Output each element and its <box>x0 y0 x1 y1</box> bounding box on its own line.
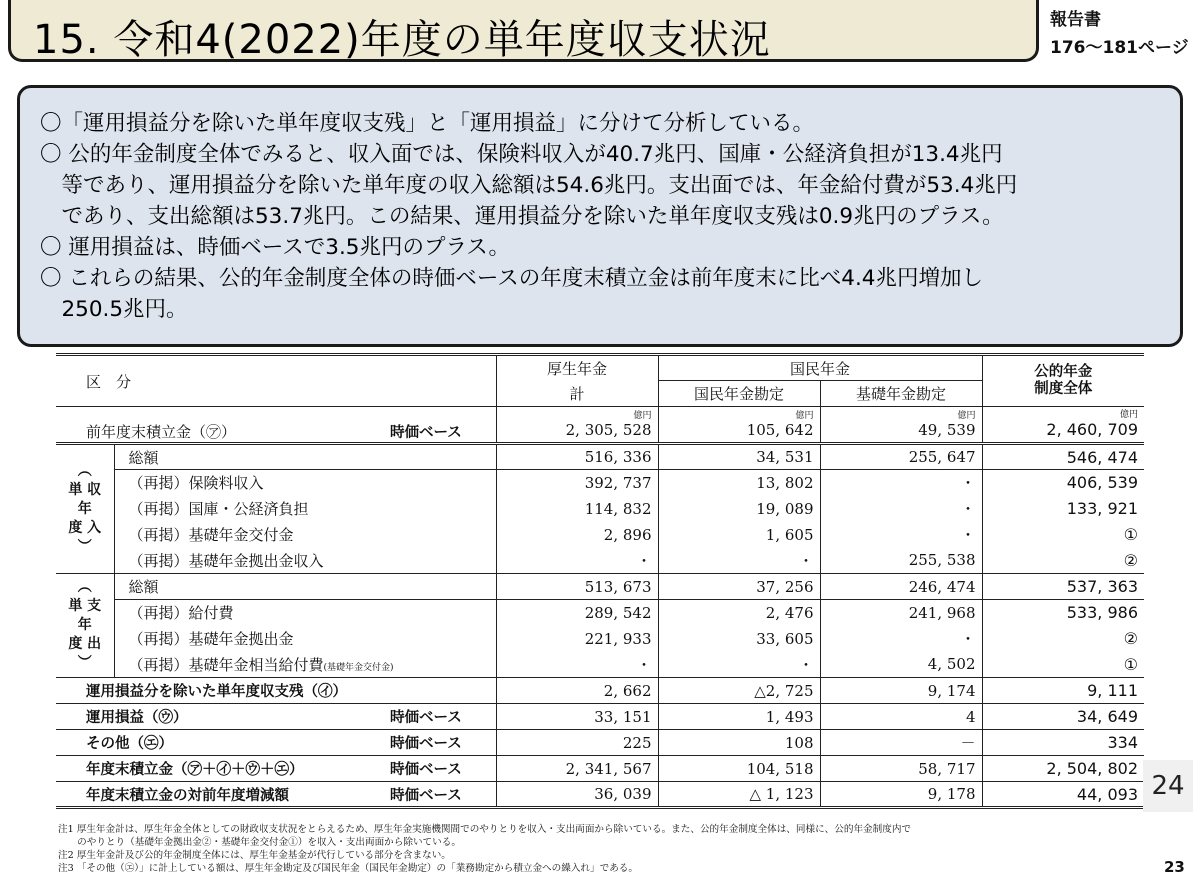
expense-row-label: （再掲）基礎年金拠出金 <box>114 626 496 652</box>
bottom-v3: 34, 649 <box>982 704 1144 730</box>
income-row-v0: 392, 737 <box>496 470 658 496</box>
bottom-v0: 33, 151 <box>496 704 658 730</box>
bottom-v2: 9, 178 <box>820 782 982 808</box>
note-line: 注3 「その他（㋓）」に計上している額は、厚生年金勘定及び国民年金（国民年金勘定）の「業務勘定から積立金への繰入れ」である。 <box>58 863 638 874</box>
bottom-v0: 2, 662 <box>496 678 658 704</box>
summary-box <box>17 85 1183 347</box>
report-label: 報告書 <box>1050 10 1101 30</box>
expense-row-v2: 241, 968 <box>820 600 982 626</box>
income-row-v1: 13, 802 <box>658 470 820 496</box>
income-row-v3: 406, 539 <box>982 470 1144 496</box>
income-row-v2: ・ <box>820 522 982 548</box>
summary-line: 〇「運用損益分を除いた単年度収支残」と「運用損益」に分けて分析している。 <box>40 111 815 136</box>
expense-row-v1: ・ <box>658 652 820 678</box>
bottom-v2: 9, 174 <box>820 678 982 704</box>
expense-row-label: （再掲）給付費 <box>114 600 496 626</box>
bottom-v0: 2, 341, 567 <box>496 756 658 782</box>
expense-total-label: 総額 <box>114 574 496 600</box>
note-line: のやりとり（基礎年金拠出金②・基礎年金交付金①）を収入・支出両面から除いている。 <box>58 837 461 848</box>
expense-row-v3: ② <box>982 626 1144 652</box>
bottom-label: 年度末積立金（㋐＋㋑＋㋒＋㋓） <box>86 762 304 778</box>
summary-line: 等であり、運用損益分を除いた単年度の収入総額は54.6兆円。支出面では、年金給付費が53.4兆円 <box>40 173 1018 198</box>
expense-row-v1: 33, 605 <box>658 626 820 652</box>
bottom-base: 時価ベース <box>390 736 462 752</box>
bottom-v1: △2, 725 <box>658 678 820 704</box>
income-total-label: 総額 <box>114 444 496 470</box>
bottom-v3: 334 <box>982 730 1144 756</box>
bottom-v3: 2, 504, 802 <box>982 756 1144 782</box>
income-row-v1: 19, 089 <box>658 496 820 522</box>
expense-row-v2: 4, 502 <box>820 652 982 678</box>
header-zentai: 公的年金 制度全体 <box>982 355 1144 407</box>
prev-v3: 2, 460, 709 <box>1046 420 1138 439</box>
bottom-v0: 36, 039 <box>496 782 658 808</box>
bottom-label: 運用損益（㋒） <box>86 710 188 726</box>
expense-row-v0: ・ <box>496 652 658 678</box>
expense-total-v2: 246, 474 <box>820 574 982 600</box>
bottom-base: 時価ベース <box>390 762 462 778</box>
income-row-v3: 133, 921 <box>982 496 1144 522</box>
expense-row-v1: 2, 476 <box>658 600 820 626</box>
expense-row-note: (基礎年金交付金) <box>323 662 394 673</box>
income-row-v3: ② <box>982 548 1144 574</box>
side-page-number: 24 <box>1143 760 1193 812</box>
summary-line: 250.5兆円。 <box>40 297 188 322</box>
bottom-v1: 108 <box>658 730 820 756</box>
bottom-v1: 104, 518 <box>658 756 820 782</box>
expense-total-v3: 537, 363 <box>982 574 1144 600</box>
prev-v0: 2, 305, 528 <box>565 420 652 439</box>
prev-base: 時価ベース <box>390 425 462 441</box>
summary-lines <box>40 108 1172 325</box>
expense-row-v3: 533, 986 <box>982 600 1144 626</box>
income-row-v0: 2, 896 <box>496 522 658 548</box>
income-row-v0: ・ <box>496 548 658 574</box>
table-notes <box>58 823 1138 875</box>
bottom-v3: 44, 093 <box>982 782 1144 808</box>
unit-label: 億円 <box>1119 410 1138 420</box>
unit-label: 億円 <box>795 410 814 421</box>
prev-label: 前年度末積立金（㋐） <box>86 423 237 441</box>
income-row-label: （再掲）基礎年金拠出金収入 <box>114 548 496 574</box>
income-row-v0: 114, 832 <box>496 496 658 522</box>
income-row-label: （再掲）国庫・公経済負担 <box>114 496 496 522</box>
page-title: 15. 令和4(2022)年度の単年度収支状況 <box>33 17 771 63</box>
summary-line: 〇 これらの結果、公的年金制度全体の時価ベースの年度末積立金は前年度末に比べ4.4兆円増加し <box>40 266 983 291</box>
income-row-label: （再掲）基礎年金交付金 <box>114 522 496 548</box>
header-kokumin-sub2: 基礎年金勘定 <box>820 381 982 407</box>
prev-v1: 105, 642 <box>746 420 814 439</box>
income-row-label: （再掲）保険料収入 <box>114 470 496 496</box>
bottom-label: その他（㋓） <box>86 736 173 752</box>
income-row-v1: ・ <box>658 548 820 574</box>
expense-row-v2: ・ <box>820 626 982 652</box>
income-total-v0: 516, 336 <box>496 444 658 470</box>
bottom-v2: 4 <box>820 704 982 730</box>
expense-row-v3: ① <box>982 652 1144 678</box>
prev-v2: 49, 539 <box>918 420 976 439</box>
bottom-v3: 9, 111 <box>982 678 1144 704</box>
bottom-base: 時価ベース <box>390 710 462 726</box>
bottom-label: 運用損益分を除いた単年度収支残（㋑） <box>86 684 347 700</box>
note-line: 注2 厚生年金計及び公的年金制度全体には、厚生年金基金が代行している部分を含まない。 <box>58 850 451 861</box>
bottom-label: 年度末積立金の対前年度増減額 <box>86 787 289 804</box>
page-number: 23 <box>1164 858 1185 876</box>
header-kousei: 厚生年金 <box>496 355 658 381</box>
expense-row-v0: 289, 542 <box>496 600 658 626</box>
bottom-v1: △ 1, 123 <box>658 782 820 808</box>
header-kokumin-sub1: 国民年金勘定 <box>658 381 820 407</box>
income-group-label: ︵ 単 収 年 度 入 ︶ <box>56 444 114 574</box>
bottom-v1: 1, 493 <box>658 704 820 730</box>
summary-line: 〇 公的年金制度全体でみると、収入面では、保険料収入が40.7兆円、国庫・公経済負担が13.4兆円 <box>40 142 1003 167</box>
report-pages: 176～181ページ <box>1050 38 1189 58</box>
bottom-v0: 225 <box>496 730 658 756</box>
expense-row-v0: 221, 933 <box>496 626 658 652</box>
expense-group-label: ︵ 単 支 年 度 出 ︶ <box>56 574 114 678</box>
income-total-v3: 546, 474 <box>982 444 1144 470</box>
unit-label: 億円 <box>957 410 976 421</box>
income-row-v2: 255, 538 <box>820 548 982 574</box>
income-total-v1: 34, 531 <box>658 444 820 470</box>
expense-total-v1: 37, 256 <box>658 574 820 600</box>
bottom-v2: 58, 717 <box>820 756 982 782</box>
bottom-v2: － <box>820 730 982 756</box>
header-kokumin: 国民年金 <box>658 355 982 381</box>
balance-table <box>56 353 1144 809</box>
summary-line: 〇 運用損益は、時価ベースで3.5兆円のプラス。 <box>40 235 510 260</box>
title-box <box>8 0 1039 62</box>
header-kousei-sub: 計 <box>496 381 658 407</box>
bottom-base: 時価ベース <box>390 787 462 804</box>
income-row-v2: ・ <box>820 470 982 496</box>
note-line: 注1 厚生年金計は、厚生年金全体としての財政収支状況をとらえるため、厚生年金実施機関間でのやりとりを収入・支出両面から除いている。また、公的年金制度全体は、同様に、公的年金制度内で <box>58 824 912 835</box>
income-row-v1: 1, 605 <box>658 522 820 548</box>
header-kubun: 区 分 <box>56 355 496 407</box>
expense-row-text: （再掲）基礎年金相当給付費 <box>128 655 324 674</box>
income-row-v3: ① <box>982 522 1144 548</box>
report-reference <box>1050 6 1189 62</box>
expense-row-label <box>114 652 496 678</box>
summary-line: であり、支出総額は53.7兆円。この結果、運用損益分を除いた単年度収支残は0.9兆円のプラス。 <box>40 204 1004 229</box>
income-total-v2: 255, 647 <box>820 444 982 470</box>
unit-label: 億円 <box>633 410 652 421</box>
expense-total-v0: 513, 673 <box>496 574 658 600</box>
income-row-v2: ・ <box>820 496 982 522</box>
